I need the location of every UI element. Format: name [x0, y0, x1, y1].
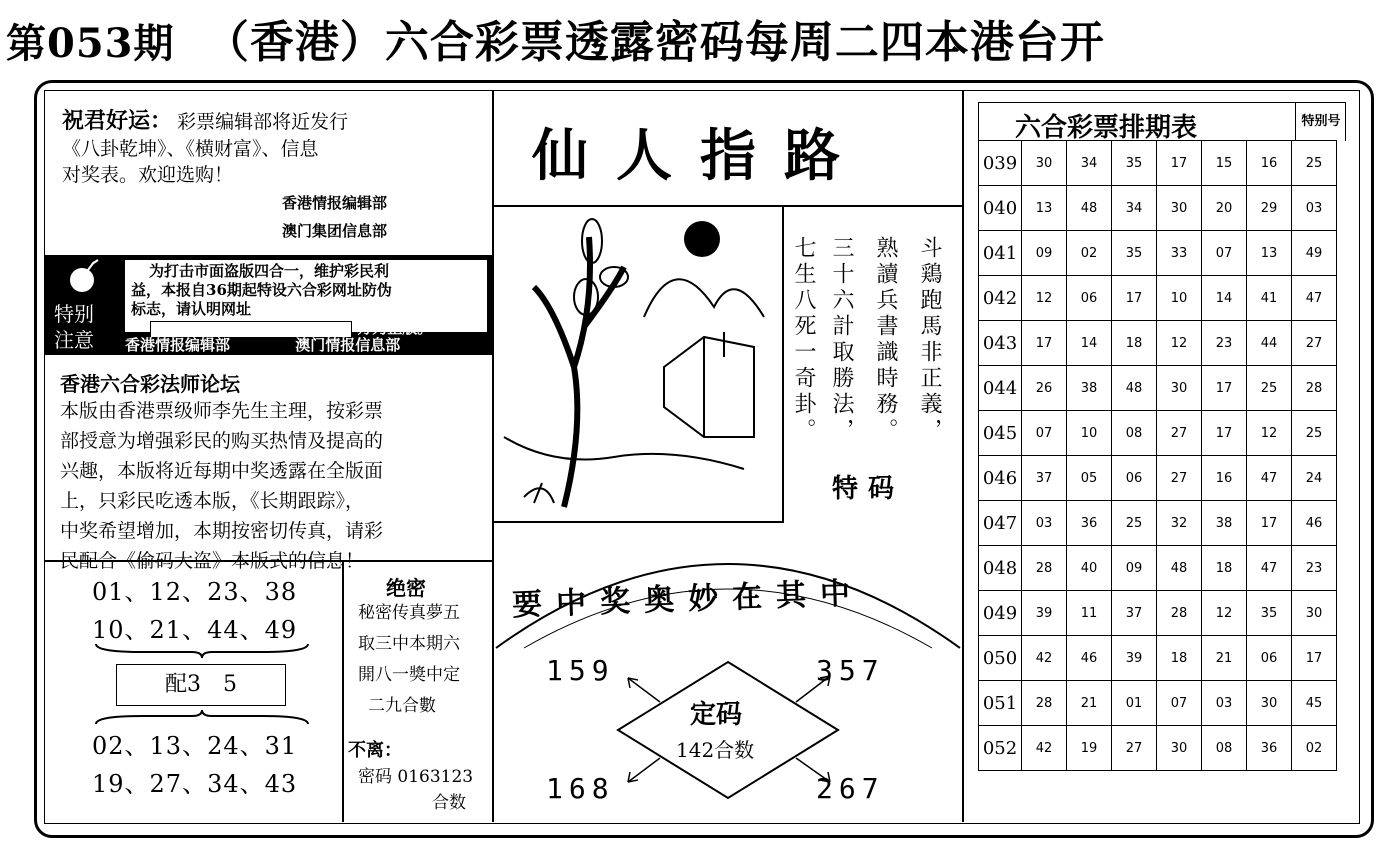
fixed-code-label: 定码 [690, 700, 743, 730]
schedule-table [978, 140, 1337, 771]
poem-col-1: 斗鶏跑馬非正義， [917, 236, 942, 444]
special-number-cell: 24 [1292, 456, 1337, 501]
issue-cell: 046 [979, 456, 1022, 501]
divider-secret [342, 560, 344, 822]
notice-line-3: 标志，请认明网址 [131, 300, 252, 318]
code-top-right: 357 [816, 654, 885, 687]
notice-foot-left: 香港情报编辑部 [125, 336, 231, 354]
prize-arc-text: 要中奖奥妙在其中 [511, 575, 865, 624]
forum-title: 香港六合彩法师论坛 [60, 372, 240, 396]
special-number-cell: 45 [1292, 681, 1337, 726]
table-row [979, 726, 1337, 771]
issue-number: 第053期 [6, 20, 175, 67]
number-cell: 12 [1202, 591, 1247, 636]
number-cell: 03 [1022, 501, 1067, 546]
moon-icon [684, 221, 720, 257]
code-bottom-right: 267 [816, 772, 885, 805]
number-cell: 34 [1112, 186, 1157, 231]
wish-block [62, 104, 348, 137]
table-row [979, 186, 1337, 231]
notice-line-4: 方为正版。 [357, 319, 433, 337]
forum-line: 部授意为增强彩民的购买热情及提高的 [60, 430, 384, 452]
special-number-cell: 17 [1292, 636, 1337, 681]
number-cell: 42 [1022, 726, 1067, 771]
number-cell: 37 [1022, 456, 1067, 501]
number-cell: 10 [1067, 411, 1112, 456]
forum-body [60, 396, 490, 576]
number-cell: 12 [1022, 276, 1067, 321]
poem-col-4: 七生八死一奇卦。 [791, 236, 816, 444]
forum-line: 中奖希望增加，本期按密切传真，请彩 [60, 520, 384, 542]
not-leave-label: 不离： [348, 740, 402, 761]
number-cell: 48 [1067, 186, 1112, 231]
divider-right [962, 90, 964, 822]
number-cell: 08 [1202, 726, 1247, 771]
number-cell: 12 [1157, 321, 1202, 366]
number-cell: 39 [1112, 636, 1157, 681]
house-icon [664, 337, 754, 437]
number-cell: 17 [1202, 366, 1247, 411]
numbers-row-3: 02、13、24、31 [92, 732, 298, 760]
issue-cell: 047 [979, 501, 1022, 546]
issue-cell: 044 [979, 366, 1022, 411]
special-number-cell: 47 [1292, 276, 1337, 321]
number-cell: 27 [1112, 726, 1157, 771]
number-cell: 17 [1202, 411, 1247, 456]
pair-box [116, 664, 286, 706]
secret-title: 绝密 [386, 576, 426, 600]
table-row [979, 231, 1337, 276]
pair-label: 配3 5 [165, 672, 237, 697]
number-cell: 08 [1112, 411, 1157, 456]
issue-cell: 052 [979, 726, 1022, 771]
number-cell: 38 [1202, 501, 1247, 546]
tree-house-illustration [494, 207, 782, 523]
number-cell: 14 [1067, 321, 1112, 366]
fixed-code-sum: 142合数 [676, 738, 755, 762]
table-row [979, 276, 1337, 321]
brace-top [92, 640, 312, 660]
number-cell: 35 [1247, 591, 1292, 636]
number-cell: 27 [1157, 411, 1202, 456]
number-cell: 18 [1202, 546, 1247, 591]
code-bottom-left: 168 [546, 772, 615, 805]
table-row [979, 636, 1337, 681]
special-number-cell: 03 [1292, 186, 1337, 231]
number-cell: 32 [1157, 501, 1202, 546]
secret-line: 取三中本期六 [358, 634, 460, 654]
numbers-row-4: 19、27、34、43 [92, 770, 298, 798]
illustration-frame [494, 205, 784, 523]
number-cell: 17 [1247, 501, 1292, 546]
wish-line-2: 《八卦乾坤》、《横财富》、信息 [62, 138, 319, 160]
table-row [979, 501, 1337, 546]
table-row [979, 321, 1337, 366]
number-cell: 01 [1112, 681, 1157, 726]
table-row [979, 681, 1337, 726]
number-cell: 27 [1157, 456, 1202, 501]
special-number-cell: 46 [1292, 501, 1337, 546]
number-cell: 30 [1157, 726, 1202, 771]
number-cell: 44 [1247, 321, 1292, 366]
number-cell: 07 [1157, 681, 1202, 726]
issue-cell: 049 [979, 591, 1022, 636]
number-cell: 37 [1112, 591, 1157, 636]
notice-badge [48, 258, 118, 352]
number-cell: 39 [1022, 591, 1067, 636]
wish-lead: 祝君好运： [62, 108, 173, 134]
number-cell: 13 [1022, 186, 1067, 231]
secret-code: 密码 0163123 [358, 767, 474, 787]
number-cell: 41 [1247, 276, 1292, 321]
number-cell: 38 [1067, 366, 1112, 411]
number-cell: 25 [1112, 501, 1157, 546]
wish-signature-1: 香港情报编辑部 [282, 194, 388, 212]
number-cell: 11 [1067, 591, 1112, 636]
number-cell: 21 [1067, 681, 1112, 726]
number-cell: 21 [1202, 636, 1247, 681]
table-row [979, 411, 1337, 456]
number-cell: 17 [1112, 276, 1157, 321]
issue-cell: 050 [979, 636, 1022, 681]
number-cell: 03 [1202, 681, 1247, 726]
poem-col-2: 熟讀兵書識時務。 [873, 236, 898, 444]
number-cell: 36 [1067, 501, 1112, 546]
issue-cell: 043 [979, 321, 1022, 366]
page-title [6, 6, 1105, 70]
secret-body [358, 598, 460, 722]
issue-cell: 045 [979, 411, 1022, 456]
special-number-cell: 02 [1292, 726, 1337, 771]
special-number-cell: 49 [1292, 231, 1337, 276]
number-cell: 16 [1247, 141, 1292, 186]
number-cell: 30 [1157, 186, 1202, 231]
number-cell: 36 [1247, 726, 1292, 771]
number-cell: 42 [1022, 636, 1067, 681]
issue-cell: 041 [979, 231, 1022, 276]
number-cell: 47 [1247, 456, 1292, 501]
secret-line: 秘密传真夢五 [358, 603, 460, 623]
number-cell: 06 [1067, 276, 1112, 321]
number-cell: 09 [1112, 546, 1157, 591]
notice-foot-right: 澳门情报信息部 [295, 336, 401, 354]
number-cell: 18 [1112, 321, 1157, 366]
issue-cell: 051 [979, 681, 1022, 726]
number-cell: 48 [1157, 546, 1202, 591]
secret-line: 開八一獎中定 [358, 665, 460, 685]
number-cell: 48 [1112, 366, 1157, 411]
forum-line: 民配合《偷码大盗》本版式的信息！ [60, 550, 365, 572]
special-code-label: 特码 [832, 474, 905, 504]
secret-sum: 合数 [432, 793, 466, 813]
table-row [979, 141, 1337, 186]
table-row [979, 456, 1337, 501]
number-cell: 29 [1247, 186, 1292, 231]
number-cell: 35 [1112, 141, 1157, 186]
table-row [979, 366, 1337, 411]
fairy-title: 仙人指路 [532, 123, 868, 189]
number-cell: 16 [1202, 456, 1247, 501]
number-cell: 28 [1022, 546, 1067, 591]
bomb-icon [62, 258, 102, 294]
wish-line-3: 对奖表。欢迎选购！ [62, 164, 234, 186]
number-cell: 02 [1067, 231, 1112, 276]
number-cell: 40 [1067, 546, 1112, 591]
number-cell: 14 [1202, 276, 1247, 321]
number-cell: 07 [1202, 231, 1247, 276]
schedule-header [978, 102, 1346, 141]
special-number-cell: 30 [1292, 591, 1337, 636]
wish-signature-2: 澳门集团信息部 [282, 222, 388, 240]
special-number-cell: 25 [1292, 411, 1337, 456]
notice-badge-2: 注意 [54, 328, 94, 352]
number-cell: 28 [1022, 681, 1067, 726]
schedule-title: 六合彩票排期表 [1015, 113, 1198, 143]
issue-cell: 040 [979, 186, 1022, 231]
special-number-cell: 25 [1292, 141, 1337, 186]
number-cell: 30 [1247, 681, 1292, 726]
number-cell: 34 [1067, 141, 1112, 186]
number-cell: 26 [1022, 366, 1067, 411]
number-cell: 18 [1157, 636, 1202, 681]
number-cell: 10 [1157, 276, 1202, 321]
number-cell: 17 [1157, 141, 1202, 186]
number-cell: 25 [1247, 366, 1292, 411]
number-cell: 47 [1247, 546, 1292, 591]
wish-line-1: 彩票编辑部将近发行 [177, 111, 349, 133]
forum-line: 上，只彩民吃透本版，《长期跟踪》， [60, 490, 365, 512]
notice-badge-1: 特别 [54, 302, 94, 326]
number-cell: 46 [1067, 636, 1112, 681]
numbers-row-1: 01、12、23、38 [92, 578, 298, 606]
issue-cell: 042 [979, 276, 1022, 321]
table-row [979, 546, 1337, 591]
brace-bottom [92, 708, 312, 728]
headline: （香港）六合彩票透露密码每周二四本港台开 [204, 17, 1105, 68]
number-cell: 20 [1202, 186, 1247, 231]
special-header [1295, 103, 1346, 141]
number-cell: 13 [1247, 231, 1292, 276]
code-top-left: 159 [546, 654, 615, 687]
number-cell: 33 [1157, 231, 1202, 276]
number-cell: 07 [1022, 411, 1067, 456]
number-cell: 28 [1157, 591, 1202, 636]
special-number-cell: 23 [1292, 546, 1337, 591]
notice-line-1: 为打击市面盗版四合一，维护彩民利 [149, 262, 390, 280]
number-cell: 12 [1247, 411, 1292, 456]
poem-col-3: 三十六計取勝法， [829, 236, 854, 444]
special-number-cell: 28 [1292, 366, 1337, 411]
number-cell: 05 [1067, 456, 1112, 501]
table-row [979, 591, 1337, 636]
secret-line: 二九合數 [368, 696, 436, 716]
number-cell: 35 [1112, 231, 1157, 276]
number-cell: 17 [1022, 321, 1067, 366]
number-cell: 06 [1112, 456, 1157, 501]
numbers-row-2: 10、21、44、49 [92, 616, 298, 644]
number-cell: 23 [1202, 321, 1247, 366]
notice-footer [125, 334, 487, 355]
tree-icon [534, 237, 624, 507]
special-number-cell: 27 [1292, 321, 1337, 366]
number-cell: 09 [1022, 231, 1067, 276]
issue-cell: 048 [979, 546, 1022, 591]
special-header-label: 特别号 [1301, 114, 1341, 129]
forum-line: 本版由香港票级师李先生主理，按彩票 [60, 400, 384, 422]
forum-line: 兴趣，本版将近每期中奖透露在全版面 [60, 460, 384, 482]
number-cell: 30 [1022, 141, 1067, 186]
number-cell: 30 [1157, 366, 1202, 411]
mountain-icon [644, 279, 764, 317]
number-cell: 19 [1067, 726, 1112, 771]
number-cell: 15 [1202, 141, 1247, 186]
number-cell: 06 [1247, 636, 1292, 681]
issue-cell: 039 [979, 141, 1022, 186]
notice-line-2: 益，本报自36期起特设六合彩网址防伪 [131, 281, 392, 299]
